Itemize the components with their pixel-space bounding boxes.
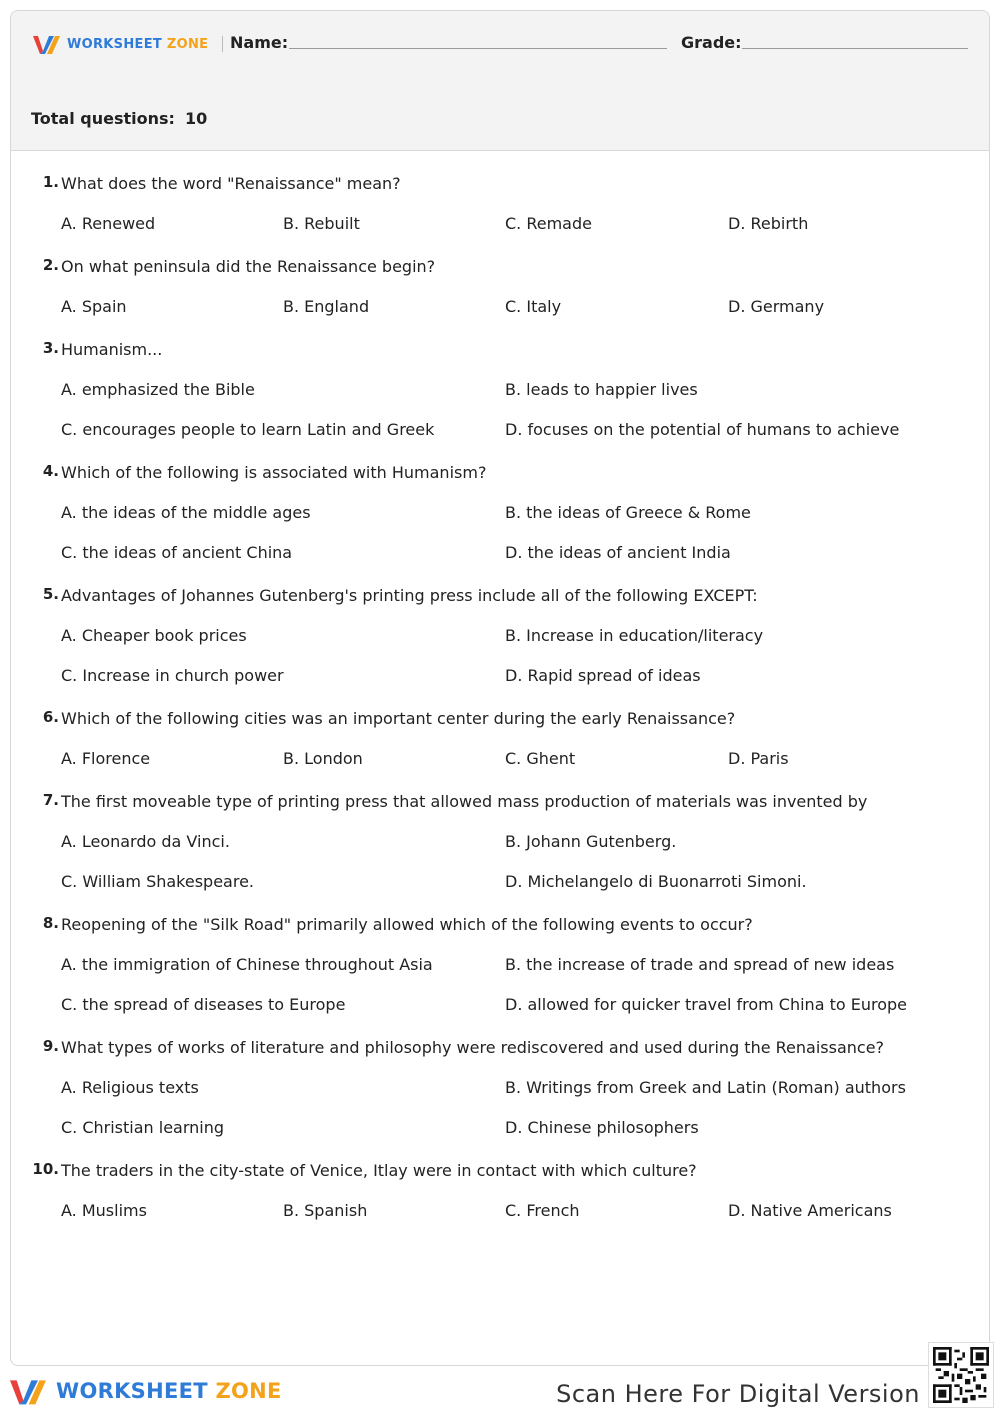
question-6 bbox=[11, 708, 989, 770]
answer-option: D. Germany bbox=[728, 297, 825, 316]
answer-option: B. England bbox=[283, 297, 370, 316]
worksheet-zone-logo-icon bbox=[10, 1376, 50, 1406]
answer-option: A. Spain bbox=[61, 297, 127, 316]
question-number: 10. bbox=[32, 1160, 59, 1178]
answer-option: A. Cheaper book prices bbox=[61, 626, 247, 645]
question-text: Humanism... bbox=[61, 340, 163, 359]
brand-name bbox=[67, 37, 208, 52]
answer-option: D. Native Americans bbox=[728, 1201, 892, 1220]
name-label: Name: bbox=[230, 33, 289, 52]
answer-option: A. the immigration of Chinese throughout Asia bbox=[61, 955, 433, 974]
question-text: Reopening of the "Silk Road" primarily allowed which of the following events to occur? bbox=[61, 915, 753, 934]
answer-option: B. Johann Gutenberg. bbox=[505, 832, 677, 851]
question-number: 9. bbox=[42, 1037, 59, 1055]
brand-name-part1: WORKSHEET bbox=[67, 36, 163, 52]
answer-option: A. emphasized the Bible bbox=[61, 380, 255, 399]
answer-option: B. London bbox=[283, 749, 363, 768]
total-questions-label: Total questions: bbox=[31, 109, 175, 128]
answer-option: C. Christian learning bbox=[61, 1118, 225, 1137]
question-text: The traders in the city-state of Venice, Itlay were in contact with which culture? bbox=[61, 1161, 697, 1180]
question-8 bbox=[11, 914, 989, 1016]
answer-option: D. Michelangelo di Buonarroti Simoni. bbox=[505, 872, 807, 891]
answer-option: A. the ideas of the middle ages bbox=[61, 503, 311, 522]
total-questions bbox=[31, 109, 207, 128]
answer-option: B. Increase in education/literacy bbox=[505, 626, 764, 645]
answer-options bbox=[61, 296, 989, 318]
answer-option: B. the increase of trade and spread of new ideas bbox=[505, 955, 895, 974]
answer-option: C. William Shakespeare. bbox=[61, 872, 255, 891]
question-number: 8. bbox=[42, 914, 59, 932]
answer-options bbox=[61, 1077, 989, 1139]
question-1 bbox=[11, 173, 989, 235]
footer-brand-part2: ZONE bbox=[215, 1379, 282, 1403]
answer-option: B. the ideas of Greece & Rome bbox=[505, 503, 751, 522]
brand-name-part2: ZONE bbox=[166, 36, 209, 52]
question-5 bbox=[11, 585, 989, 687]
question-text: What types of works of literature and philosophy were rediscovered and used during the Renaissance? bbox=[61, 1038, 885, 1057]
answer-options bbox=[61, 379, 989, 441]
question-list bbox=[11, 173, 989, 1243]
question-number: 1. bbox=[42, 173, 59, 191]
answer-option: C. encourages people to learn Latin and Greek bbox=[61, 420, 435, 439]
question-text: What does the word "Renaissance" mean? bbox=[61, 174, 401, 193]
answer-option: D. Paris bbox=[728, 749, 789, 768]
question-7 bbox=[11, 791, 989, 893]
footer-brand-name bbox=[56, 1379, 282, 1403]
answer-option: D. focuses on the potential of humans to achieve bbox=[505, 420, 900, 439]
answer-option: C. French bbox=[505, 1201, 580, 1220]
question-text: Advantages of Johannes Gutenberg's printing press include all of the following EXCEPT: bbox=[61, 586, 758, 605]
answer-option: A. Religious texts bbox=[61, 1078, 199, 1097]
answer-option: C. Italy bbox=[505, 297, 562, 316]
grade-label: Grade: bbox=[681, 33, 742, 52]
answer-options bbox=[61, 502, 989, 564]
brand-logo bbox=[33, 33, 223, 55]
answer-option: D. allowed for quicker travel from China to Europe bbox=[505, 995, 907, 1014]
question-text: Which of the following is associated with Humanism? bbox=[61, 463, 487, 482]
question-number: 5. bbox=[42, 585, 59, 603]
answer-options bbox=[61, 831, 989, 893]
answer-option: B. leads to happier lives bbox=[505, 380, 698, 399]
question-text: The first moveable type of printing press that allowed mass production of materials was invented by bbox=[61, 792, 868, 811]
question-text: Which of the following cities was an important center during the early Renaissance? bbox=[61, 709, 736, 728]
answer-options bbox=[61, 213, 989, 235]
answer-option: A. Leonardo da Vinci. bbox=[61, 832, 230, 851]
question-3 bbox=[11, 339, 989, 441]
question-text: On what peninsula did the Renaissance begin? bbox=[61, 257, 436, 276]
answer-option: C. Remade bbox=[505, 214, 592, 233]
answer-option: B. Spanish bbox=[283, 1201, 368, 1220]
answer-option: D. Rebirth bbox=[728, 214, 809, 233]
answer-option: C. the ideas of ancient China bbox=[61, 543, 293, 562]
qr-code-graphic bbox=[933, 1347, 989, 1403]
question-number: 4. bbox=[42, 462, 59, 480]
answer-options bbox=[61, 748, 989, 770]
brand-divider bbox=[222, 36, 223, 52]
question-10 bbox=[11, 1160, 989, 1222]
worksheet-header bbox=[11, 11, 989, 151]
answer-option: A. Muslims bbox=[61, 1201, 147, 1220]
question-number: 2. bbox=[42, 256, 59, 274]
question-number: 3. bbox=[42, 339, 59, 357]
answer-option: D. the ideas of ancient India bbox=[505, 543, 731, 562]
worksheet bbox=[10, 10, 990, 1366]
answer-options bbox=[61, 954, 989, 1016]
answer-option: C. Increase in church power bbox=[61, 666, 284, 685]
answer-option: B. Writings from Greek and Latin (Roman) authors bbox=[505, 1078, 906, 1097]
answer-option: C. the spread of diseases to Europe bbox=[61, 995, 346, 1014]
qr-code-icon[interactable] bbox=[928, 1342, 994, 1408]
scan-instruction: Scan Here For Digital Version bbox=[556, 1380, 920, 1408]
question-number: 6. bbox=[42, 708, 59, 726]
grade-field[interactable] bbox=[742, 48, 968, 49]
answer-option: D. Rapid spread of ideas bbox=[505, 666, 701, 685]
answer-option: A. Renewed bbox=[61, 214, 156, 233]
question-9 bbox=[11, 1037, 989, 1139]
worksheet-zone-logo-icon bbox=[33, 33, 63, 55]
question-4 bbox=[11, 462, 989, 564]
answer-option: B. Rebuilt bbox=[283, 214, 360, 233]
answer-option: C. Ghent bbox=[505, 749, 576, 768]
footer-brand-logo bbox=[10, 1376, 282, 1406]
answer-option: D. Chinese philosophers bbox=[505, 1118, 699, 1137]
name-field[interactable] bbox=[289, 48, 667, 49]
answer-options bbox=[61, 625, 989, 687]
question-number: 7. bbox=[42, 791, 59, 809]
question-2 bbox=[11, 256, 989, 318]
answer-options bbox=[61, 1200, 989, 1222]
answer-option: A. Florence bbox=[61, 749, 151, 768]
total-questions-count: 10 bbox=[184, 109, 208, 128]
footer-brand-part1: WORKSHEET bbox=[56, 1379, 208, 1403]
